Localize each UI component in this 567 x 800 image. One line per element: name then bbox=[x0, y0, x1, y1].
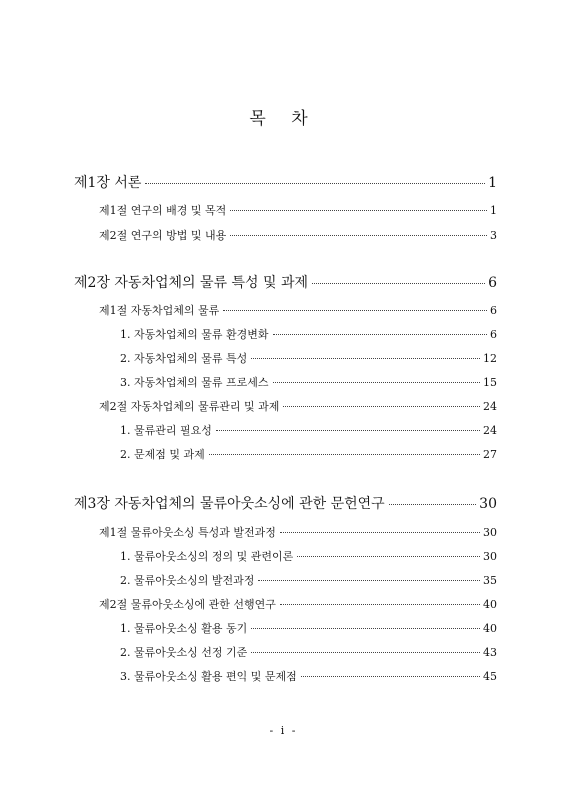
dot-leader bbox=[280, 604, 480, 605]
dot-leader bbox=[145, 183, 485, 184]
toc-subsection-3-1-2[interactable] bbox=[120, 572, 497, 588]
toc-section-2-2[interactable] bbox=[99, 398, 497, 414]
toc-entry-page: 45 bbox=[483, 670, 497, 683]
toc-entry-label: 1. 자동차업체의 물류 환경변화 bbox=[120, 328, 269, 341]
toc-entry-page: 30 bbox=[483, 526, 497, 539]
dot-leader bbox=[312, 283, 485, 284]
dot-leader bbox=[230, 210, 487, 211]
toc-subsection-2-1-2[interactable] bbox=[120, 350, 497, 366]
toc-entry-page: 12 bbox=[483, 352, 497, 365]
toc-section-1-2[interactable] bbox=[99, 227, 497, 243]
toc-entry-page: 24 bbox=[483, 424, 497, 437]
dot-leader bbox=[283, 406, 480, 407]
toc-entry-label: 제3장 자동차업체의 물류아웃소싱에 관한 문헌연구 bbox=[74, 496, 385, 512]
dot-leader bbox=[258, 580, 480, 581]
toc-section-2-1[interactable] bbox=[99, 302, 497, 318]
toc-entry-page: 15 bbox=[483, 376, 497, 389]
toc-entry-label: 2. 물류아웃소싱 선정 기준 bbox=[120, 646, 248, 659]
dot-leader bbox=[209, 454, 480, 455]
toc-entry-label: 제2절 자동차업체의 물류관리 및 과제 bbox=[99, 400, 280, 413]
dot-leader bbox=[251, 628, 480, 629]
toc-entry-page: 27 bbox=[483, 448, 497, 461]
toc-entry-label: 1. 물류관리 필요성 bbox=[120, 424, 212, 437]
dot-leader bbox=[297, 556, 480, 557]
toc-subsection-3-2-3[interactable] bbox=[120, 668, 497, 684]
toc-chapter-1[interactable] bbox=[74, 172, 497, 192]
toc-title: 목 차 bbox=[249, 109, 318, 129]
toc-chapter-3[interactable] bbox=[74, 493, 497, 513]
toc-entry-page: 35 bbox=[483, 574, 497, 587]
dot-leader bbox=[223, 310, 487, 311]
toc-entry-page: 30 bbox=[479, 496, 497, 512]
toc-entry-label: 2. 물류아웃소싱의 발전과정 bbox=[120, 574, 255, 587]
dot-leader bbox=[251, 358, 480, 359]
toc-entry-label: 3. 물류아웃소싱 활용 편익 및 문제점 bbox=[120, 670, 297, 683]
toc-entry-page: 6 bbox=[490, 328, 497, 341]
toc-subsection-3-1-1[interactable] bbox=[120, 548, 497, 564]
toc-entry-page: 6 bbox=[490, 304, 497, 317]
toc-subsection-2-2-1[interactable] bbox=[120, 422, 497, 438]
toc-section-1-1[interactable] bbox=[99, 202, 497, 218]
toc-entry-label: 제1절 물류아웃소싱 특성과 발전과정 bbox=[99, 526, 276, 539]
dot-leader bbox=[280, 532, 480, 533]
toc-entry-page: 24 bbox=[483, 400, 497, 413]
toc-entry-label: 3. 자동차업체의 물류 프로세스 bbox=[120, 376, 269, 389]
toc-subsection-2-2-2[interactable] bbox=[120, 446, 497, 462]
toc-entry-label: 1. 물류아웃소싱의 정의 및 관련이론 bbox=[120, 550, 294, 563]
dot-leader bbox=[273, 334, 488, 335]
toc-entry-label: 제1절 연구의 배경 및 목적 bbox=[99, 204, 227, 217]
toc-entry-page: 3 bbox=[490, 229, 497, 242]
toc-entry-label: 2. 자동차업체의 물류 특성 bbox=[120, 352, 248, 365]
toc-entry-label: 제2절 연구의 방법 및 내용 bbox=[99, 229, 227, 242]
toc-section-3-2[interactable] bbox=[99, 596, 497, 612]
toc-chapter-2[interactable] bbox=[74, 272, 497, 292]
toc-section-3-1[interactable] bbox=[99, 524, 497, 540]
dot-leader bbox=[273, 382, 481, 383]
toc-entry-page: 43 bbox=[483, 646, 497, 659]
toc-entry-page: 30 bbox=[483, 550, 497, 563]
toc-entry-label: 제2장 자동차업체의 물류 특성 및 과제 bbox=[74, 275, 309, 291]
toc-subsection-2-1-3[interactable] bbox=[120, 374, 497, 390]
toc-entry-page: 6 bbox=[488, 275, 497, 291]
toc-subsection-3-2-2[interactable] bbox=[120, 644, 497, 660]
toc-entry-label: 2. 문제점 및 과제 bbox=[120, 448, 205, 461]
dot-leader bbox=[389, 504, 476, 505]
toc-entry-label: 제1장 서론 bbox=[74, 175, 142, 191]
toc-entry-label: 1. 물류아웃소싱 활용 동기 bbox=[120, 622, 248, 635]
toc-subsection-2-1-1[interactable] bbox=[120, 326, 497, 342]
toc-subsection-3-2-1[interactable] bbox=[120, 620, 497, 636]
dot-leader bbox=[230, 235, 487, 236]
dot-leader bbox=[301, 676, 480, 677]
toc-entry-page: 1 bbox=[490, 204, 497, 217]
toc-entry-page: 40 bbox=[483, 622, 497, 635]
toc-entry-label: 제2절 물류아웃소싱에 관한 선행연구 bbox=[99, 598, 276, 611]
toc-entry-label: 제1절 자동차업체의 물류 bbox=[99, 304, 220, 317]
toc-entry-page: 40 bbox=[483, 598, 497, 611]
page-number-footer: - i - bbox=[269, 724, 298, 737]
toc-entry-page: 1 bbox=[488, 175, 497, 191]
dot-leader bbox=[251, 652, 480, 653]
dot-leader bbox=[216, 430, 480, 431]
